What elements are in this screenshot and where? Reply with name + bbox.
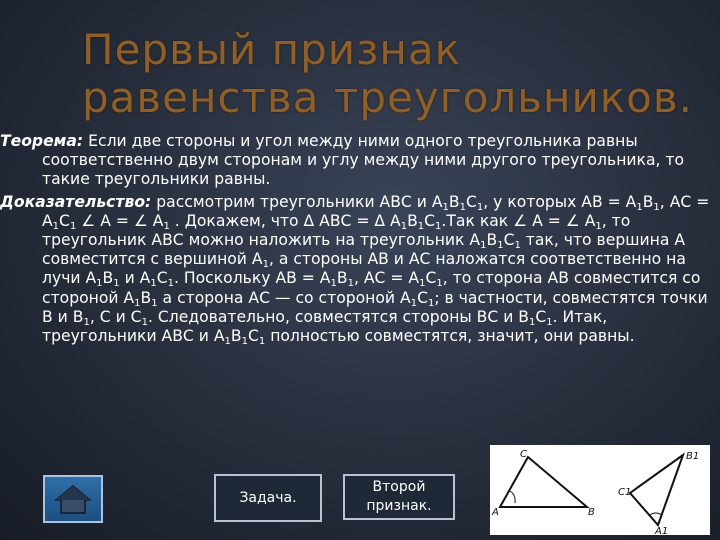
second-criterion-label-1: Второй xyxy=(372,479,426,495)
proof-segment: В xyxy=(336,269,348,288)
subscript: 1 xyxy=(459,201,466,213)
proof-segment: так, что вершина А совместится с вершиной А xyxy=(42,231,686,269)
label-b: B xyxy=(588,507,595,518)
proof-segment: С xyxy=(59,211,70,230)
subscript: 1 xyxy=(435,220,442,232)
label-a1: A1 xyxy=(655,526,669,535)
task-button[interactable]: Задача. xyxy=(214,474,322,522)
subscript: 1 xyxy=(400,220,408,232)
proof-segment: В xyxy=(230,327,242,346)
slide-title: Первый признак равенства треугольников. xyxy=(82,25,693,122)
theorem-label: Теорема: xyxy=(0,132,84,150)
subscript: 1 xyxy=(347,278,354,290)
proof-segment: . Следовательно, совместятся стороны ВС и В xyxy=(147,307,529,326)
subscript: 1 xyxy=(113,278,120,290)
proof-segment: , АС = А xyxy=(353,269,420,288)
subscript: 1 xyxy=(417,220,425,232)
label-c: C xyxy=(520,449,527,460)
second-criterion-button[interactable] xyxy=(343,474,455,520)
proof-label: Доказательство: xyxy=(0,192,152,211)
subscript: 1 xyxy=(436,278,443,290)
proof-segment: у которых АВ = А xyxy=(488,192,637,211)
subscript: 1 xyxy=(141,316,148,328)
subscript: 1 xyxy=(224,336,231,348)
proof-segment: . Поскольку АВ = А xyxy=(173,269,331,288)
home-button[interactable] xyxy=(43,475,103,523)
proof-segment: С xyxy=(417,288,428,307)
triangles-figure xyxy=(490,445,710,535)
subscript: 1 xyxy=(258,336,266,348)
subscript: 1 xyxy=(476,201,484,213)
subscript: 1 xyxy=(427,297,435,309)
subscript: 1 xyxy=(529,316,536,328)
triangles-drawing xyxy=(490,445,710,535)
proof-segment: В xyxy=(486,231,498,250)
proof-segment: С xyxy=(465,192,477,211)
proof-segment: С xyxy=(424,211,436,230)
proof-segment: В xyxy=(642,192,654,211)
theorem-text: Если две стороны и угол между ними одного треугольника равны соответственно двум сторонам и углу между ними другого треугольника, то такие треугольники равны. xyxy=(42,132,685,189)
subscript: 1 xyxy=(419,278,426,290)
subscript: 1 xyxy=(150,278,157,290)
proof-segment: , С и С xyxy=(89,307,142,326)
proof-segment: В xyxy=(140,288,152,307)
subscript: 1 xyxy=(330,278,337,290)
subscript: 1 xyxy=(134,297,141,309)
proof-paragraph xyxy=(0,193,710,347)
proof-segment: , то треугольник АВС можно наложить на треугольник А xyxy=(42,211,631,250)
proof-segment: С xyxy=(535,307,547,326)
home-icon xyxy=(53,483,93,515)
proof-segment: С xyxy=(425,269,437,288)
subscript: 1 xyxy=(480,240,487,252)
subscript: 1 xyxy=(497,240,504,252)
subscript: 1 xyxy=(241,336,248,348)
proof-segment: , АС = А xyxy=(42,192,710,230)
subscript: 1 xyxy=(410,297,418,309)
proof-segment: , то сторона АВ совместится со стороной А xyxy=(42,269,701,307)
proof-segment: и А xyxy=(119,269,151,288)
proof-segment: ∠ А = ∠ А xyxy=(76,211,164,230)
proof-segment: С xyxy=(247,327,259,346)
subscript: 1 xyxy=(151,297,158,309)
proof-segment: , xyxy=(483,192,489,211)
subscript: 1 xyxy=(262,259,269,271)
slide-content xyxy=(0,132,710,346)
proof-segment: полностью совместятся, значит, они равны. xyxy=(265,327,635,346)
theorem-paragraph xyxy=(0,132,710,190)
subscript: 1 xyxy=(167,278,174,290)
subscript: 1 xyxy=(595,220,602,232)
proof-segment: В xyxy=(102,269,114,288)
proof-text xyxy=(42,192,710,348)
proof-segment: ; в частности, совместятся точки В и В xyxy=(42,288,708,326)
subscript: 1 xyxy=(636,201,643,213)
subscript: 1 xyxy=(52,220,60,232)
label-c1: C1 xyxy=(618,487,632,498)
subscript: 1 xyxy=(546,316,553,328)
proof-segment: рассмотрим треугольники АВС и А xyxy=(151,192,443,211)
proof-segment: В xyxy=(407,211,418,230)
subscript: 1 xyxy=(163,220,170,232)
label-a: A xyxy=(492,507,499,518)
proof-segment: . Докажем, что Δ АВС = Δ А xyxy=(169,211,401,230)
proof-segment: . Итак, треугольники АВС и А xyxy=(42,307,608,346)
subscript: 1 xyxy=(96,278,103,290)
second-criterion-label-2: признак. xyxy=(366,498,432,514)
proof-segment: С xyxy=(503,231,515,250)
proof-segment: .Так как ∠ А = ∠ А xyxy=(441,211,596,230)
proof-segment: а сторона АС — со стороной А xyxy=(157,288,411,307)
subscript: 1 xyxy=(83,316,90,328)
proof-segment: С xyxy=(156,269,168,288)
subscript: 1 xyxy=(514,240,521,252)
subscript: 1 xyxy=(442,201,449,213)
proof-segment: , а стороны АВ и АС наложатся соответственно на лучи А xyxy=(42,250,686,288)
subscript: 1 xyxy=(653,201,660,213)
proof-segment: В xyxy=(448,192,460,211)
label-b1: B1 xyxy=(686,451,700,462)
subscript: 1 xyxy=(69,220,77,232)
